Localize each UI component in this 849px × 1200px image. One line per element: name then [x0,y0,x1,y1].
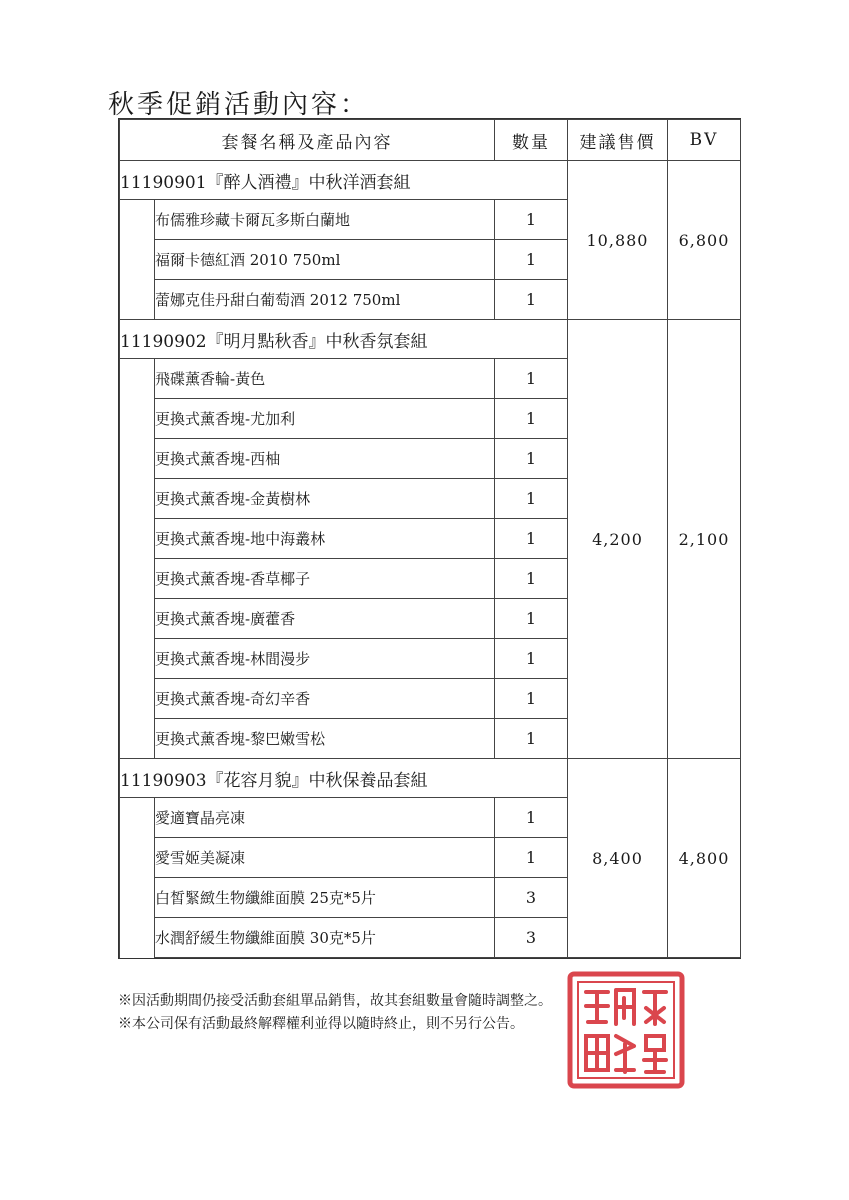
promo-table-grid [119,119,741,958]
indent-cell [120,599,155,639]
group-price: 10,880 [568,161,668,320]
item-qty: 1 [495,240,568,280]
company-seal [566,970,686,1090]
item-qty: 3 [495,918,568,958]
group-header-row [120,320,741,359]
indent-cell [120,479,155,519]
item-qty: 1 [495,399,568,439]
group-bv: 2,100 [668,320,741,759]
header-row [120,120,741,161]
item-qty: 1 [495,599,568,639]
item-name: 蕾娜克佳丹甜白葡萄酒 2012 750ml [155,280,495,320]
item-name: 更換式薰香塊-林間漫步 [155,639,495,679]
header-bv: BV [668,120,741,161]
indent-cell [120,439,155,479]
group-header-row [120,161,741,200]
header-name: 套餐名稱及產品內容 [120,120,495,161]
item-name: 更換式薰香塊-廣藿香 [155,599,495,639]
item-qty: 1 [495,280,568,320]
indent-cell [120,878,155,918]
header-price: 建議售價 [568,120,668,161]
item-qty: 3 [495,878,568,918]
item-name: 更換式薰香塊-黎巴嫩雪松 [155,719,495,759]
indent-cell [120,798,155,838]
indent-cell [120,679,155,719]
item-qty: 1 [495,838,568,878]
item-name: 白皙緊緻生物纖維面膜 25克*5片 [155,878,495,918]
item-name: 更換式薰香塊-奇幻辛香 [155,679,495,719]
group-price: 8,400 [568,759,668,958]
item-qty: 1 [495,559,568,599]
header-qty: 數量 [495,120,568,161]
item-qty: 1 [495,479,568,519]
item-qty: 1 [495,200,568,240]
item-name: 水潤舒緩生物纖維面膜 30克*5片 [155,918,495,958]
item-name: 布儒雅珍藏卡爾瓦多斯白蘭地 [155,200,495,240]
indent-cell [120,639,155,679]
indent-cell [120,280,155,320]
item-name: 更換式薰香塊-金黃樹林 [155,479,495,519]
indent-cell [120,559,155,599]
footnote: ※因活動期間仍接受活動套組單品銷售，故其套組數量會隨時調整之。 [118,993,552,1009]
item-qty: 1 [495,679,568,719]
indent-cell [120,918,155,958]
group-price: 4,200 [568,320,668,759]
group-title: 11190903『花容月貌』中秋保養品套組 [120,759,568,798]
item-name: 更換式薰香塊-尤加利 [155,399,495,439]
item-name: 愛雪姬美凝凍 [155,838,495,878]
group-bv: 4,800 [668,759,741,958]
item-qty: 1 [495,359,568,399]
indent-cell [120,519,155,559]
page-title: 秋季促銷活動內容： [108,90,370,120]
group-title: 11190901『醉人酒禮』中秋洋酒套組 [120,161,568,200]
item-name: 更換式薰香塊-西柚 [155,439,495,479]
item-name: 更換式薰香塊-地中海叢林 [155,519,495,559]
group-bv: 6,800 [668,161,741,320]
item-qty: 1 [495,519,568,559]
group-header-row [120,759,741,798]
indent-cell [120,838,155,878]
promo-table [118,118,741,959]
item-qty: 1 [495,639,568,679]
group-title: 11190902『明月點秋香』中秋香氛套組 [120,320,568,359]
item-name: 福爾卡德紅酒 2010 750ml [155,240,495,280]
item-name: 愛適寶晶亮凍 [155,798,495,838]
indent-cell [120,359,155,399]
table-body [120,161,741,958]
footnotes [118,990,552,1036]
indent-cell [120,399,155,439]
item-qty: 1 [495,439,568,479]
item-qty: 1 [495,719,568,759]
indent-cell [120,240,155,280]
indent-cell [120,200,155,240]
indent-cell [120,719,155,759]
item-qty: 1 [495,798,568,838]
item-name: 飛碟薰香輪-黃色 [155,359,495,399]
footnote: ※本公司保有活動最終解釋權利並得以隨時終止，則不另行公告。 [118,1016,524,1032]
item-name: 更換式薰香塊-香草椰子 [155,559,495,599]
